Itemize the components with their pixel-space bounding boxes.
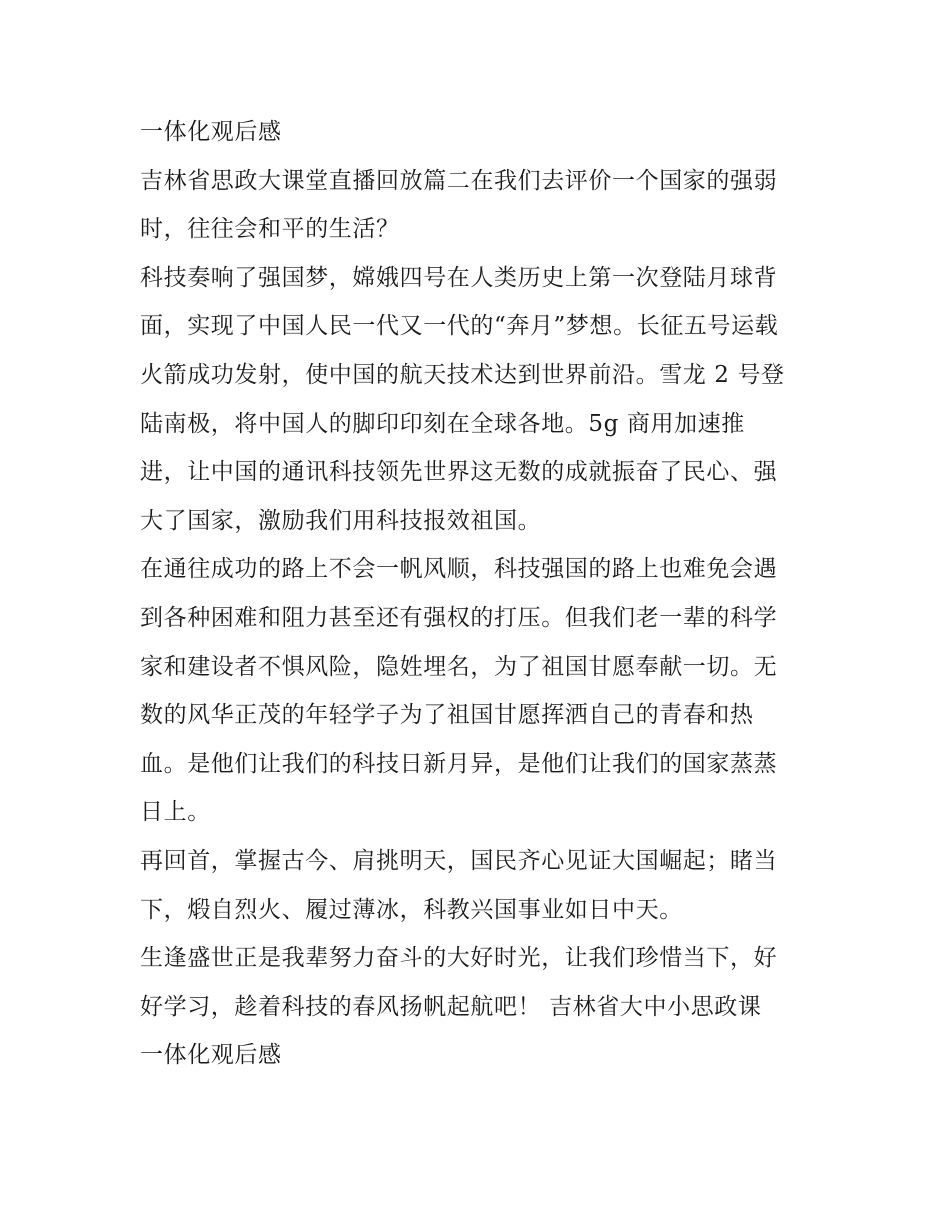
text-line: 科技奏响了强国梦，嫦娥四号在人类历史上第一次登陆月球背 [140,264,778,291]
text-line: 家和建设者不惧风险，隐姓埋名，为了祖国甘愿奉献一切。无 [140,653,778,680]
text-line: 进，让中国的通讯科技领先世界这无数的成就振奋了民心、强 [140,459,778,486]
document-body [140,108,820,1080]
text-line: 火箭成功发射，使中国的航天技术达到世界前沿。雪龙 2 号登 [140,361,785,388]
text-line: 陆南极，将中国人的脚印印刻在全球各地。5g 商用加速推 [140,410,745,437]
text-line: 好学习，趁着科技的春风扬帆起航吧！ 吉林省大中小思政课 [140,993,762,1020]
text-line: 到各种困难和阻力甚至还有强权的打压。但我们老一辈的科学 [140,604,778,631]
text-line: 数的风华正茂的年轻学子为了祖国甘愿挥洒自己的青春和热 [140,702,754,729]
text-line: 大了国家，激励我们用科技报效祖国。 [140,507,542,534]
text-line: 在通往成功的路上不会一帆风顺，科技强国的路上也难免会遇 [140,556,778,583]
text-line: 面，实现了中国人民一代又一代的“奔月”梦想。长征五号运载 [140,313,779,340]
text-line: 再回首，掌握古今、肩挑明天，国民齐心见证大国崛起；睹当 [140,847,778,874]
text-line: 血。是他们让我们的科技日新月异，是他们让我们的国家蒸蒸 [140,750,778,777]
text-line: 吉林省思政大课堂直播回放篇二在我们去评价一个国家的强弱 [140,167,778,194]
text-line: 日上。 [140,799,211,826]
text-line: 生逢盛世正是我辈努力奋斗的大好时光，让我们珍惜当下，好 [140,945,778,972]
text-line: 一体化观后感 [140,119,282,145]
text-line: 时，往往会和平的生活？ [140,216,400,243]
text-line: 一体化观后感 [140,1042,282,1069]
text-line: 下，煅自烈火、履过薄冰，科教兴国事业如日中天。 [140,896,683,923]
